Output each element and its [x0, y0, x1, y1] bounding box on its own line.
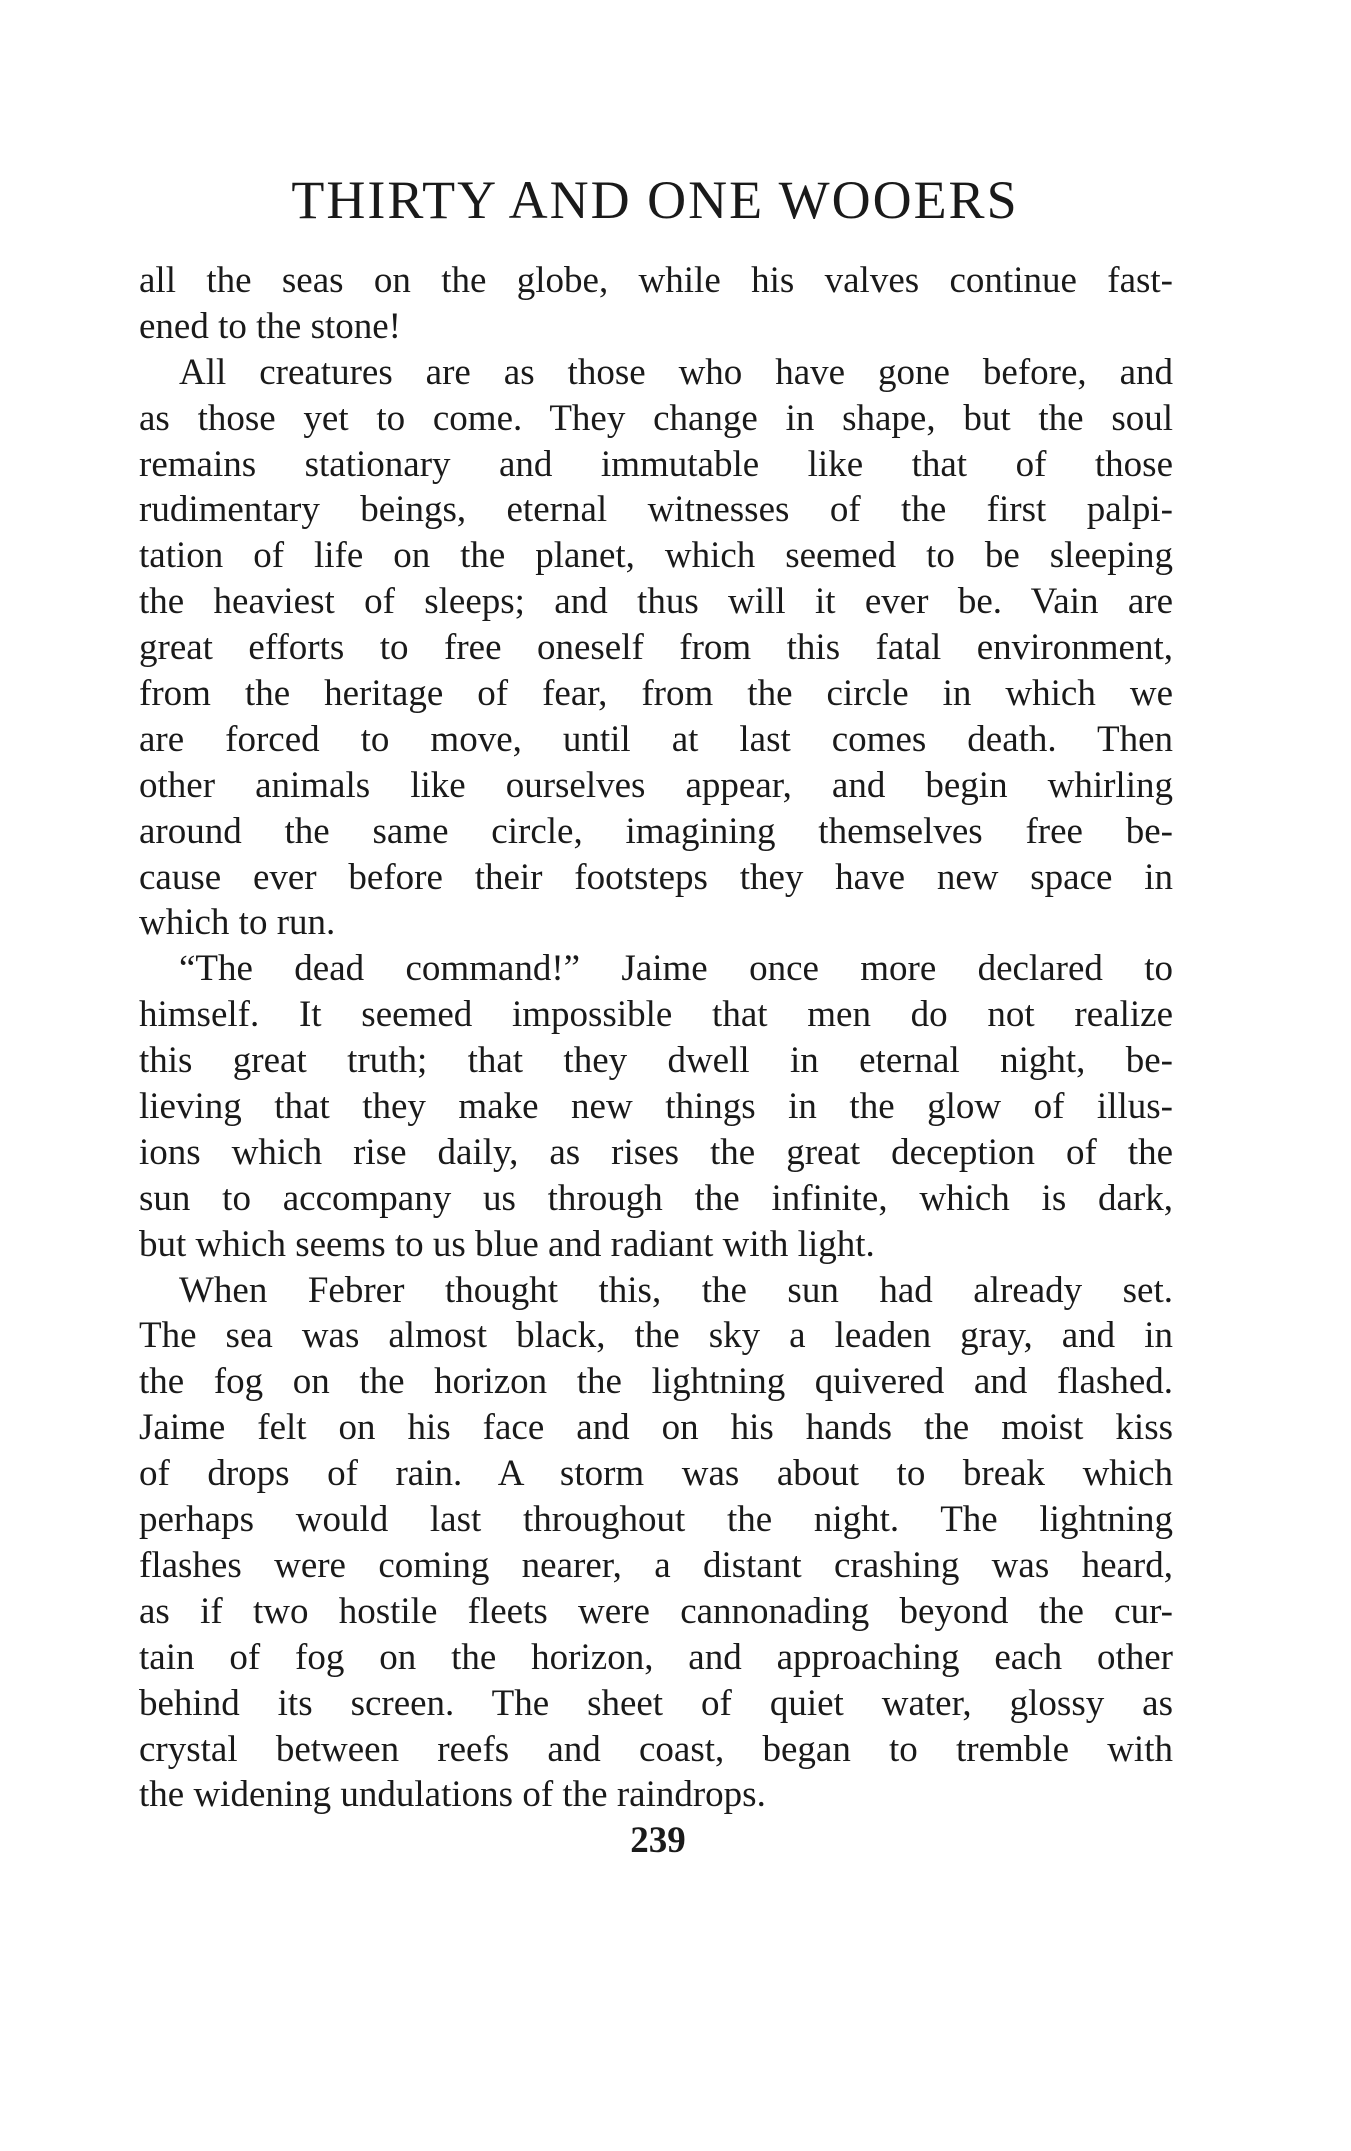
text-line: flashes were coming nearer, a distant crashing was heard, [139, 1544, 1173, 1586]
text-line: but which seems to us blue and radiant with light. [139, 1223, 875, 1265]
text-line: When Febrer thought this, the sun had already set. [179, 1269, 1173, 1311]
text-line: as if two hostile fleets were cannonading beyond the cur- [139, 1590, 1173, 1632]
text-line: perhaps would last throughout the night. The lightning [139, 1499, 1173, 1541]
text-line: the fog on the horizon the lightning quivered and flashed. [139, 1361, 1173, 1403]
text-line: behind its screen. The sheet of quiet water, glossy as [139, 1682, 1173, 1724]
text-line: Jaime felt on his face and on his hands the moist kiss [139, 1407, 1173, 1449]
text-line: himself. It seemed impossible that men do not realize [139, 994, 1173, 1036]
text-line: ions which rise daily, as rises the great deception of the [139, 1131, 1173, 1173]
text-line: other animals like ourselves appear, and begin whirling [139, 764, 1173, 806]
text-line: remains stationary and immutable like that of those [139, 443, 1173, 485]
text-line: ened to the stone! [139, 305, 401, 347]
running-title: THIRTY AND ONE WOOERS [291, 170, 1019, 230]
text-line: the heaviest of sleeps; and thus will it ever be. Vain are [139, 581, 1173, 623]
text-line: this great truth; that they dwell in eternal night, be- [139, 1040, 1173, 1082]
text-line: around the same circle, imagining themselves free be- [139, 810, 1173, 852]
text-line: are forced to move, until at last comes death. Then [139, 718, 1173, 760]
text-line: lieving that they make new things in the glow of illus- [139, 1086, 1173, 1128]
text-line: sun to accompany us through the infinite, which is dark, [139, 1177, 1173, 1219]
text-line: The sea was almost black, the sky a leaden gray, and in [139, 1315, 1173, 1357]
text-line: all the seas on the globe, while his valves continue fast- [139, 260, 1173, 301]
text-line: “The dead command!” Jaime once more declared to [179, 948, 1173, 990]
body-text [139, 258, 1173, 1818]
text-line: rudimentary beings, eternal witnesses of the first palpi- [139, 489, 1173, 531]
text-line: which to run. [139, 902, 336, 944]
text-line: All creatures are as those who have gone before, and [179, 351, 1173, 393]
text-line: as those yet to come. They change in shape, but the soul [139, 397, 1173, 439]
text-line: tain of fog on the horizon, and approaching each other [139, 1636, 1173, 1678]
text-line: the widening undulations of the raindrops. [139, 1774, 766, 1816]
page-number: 239 [630, 1820, 686, 1861]
text-line: crystal between reefs and coast, began to tremble with [139, 1728, 1173, 1770]
text-line: tation of life on the planet, which seemed to be sleeping [139, 535, 1173, 577]
text-line: great efforts to free oneself from this fatal environment, [139, 627, 1173, 669]
text-line: from the heritage of fear, from the circle in which we [139, 673, 1173, 715]
text-line: cause ever before their footsteps they have new space in [139, 856, 1173, 898]
text-line: of drops of rain. A storm was about to break which [139, 1453, 1173, 1495]
